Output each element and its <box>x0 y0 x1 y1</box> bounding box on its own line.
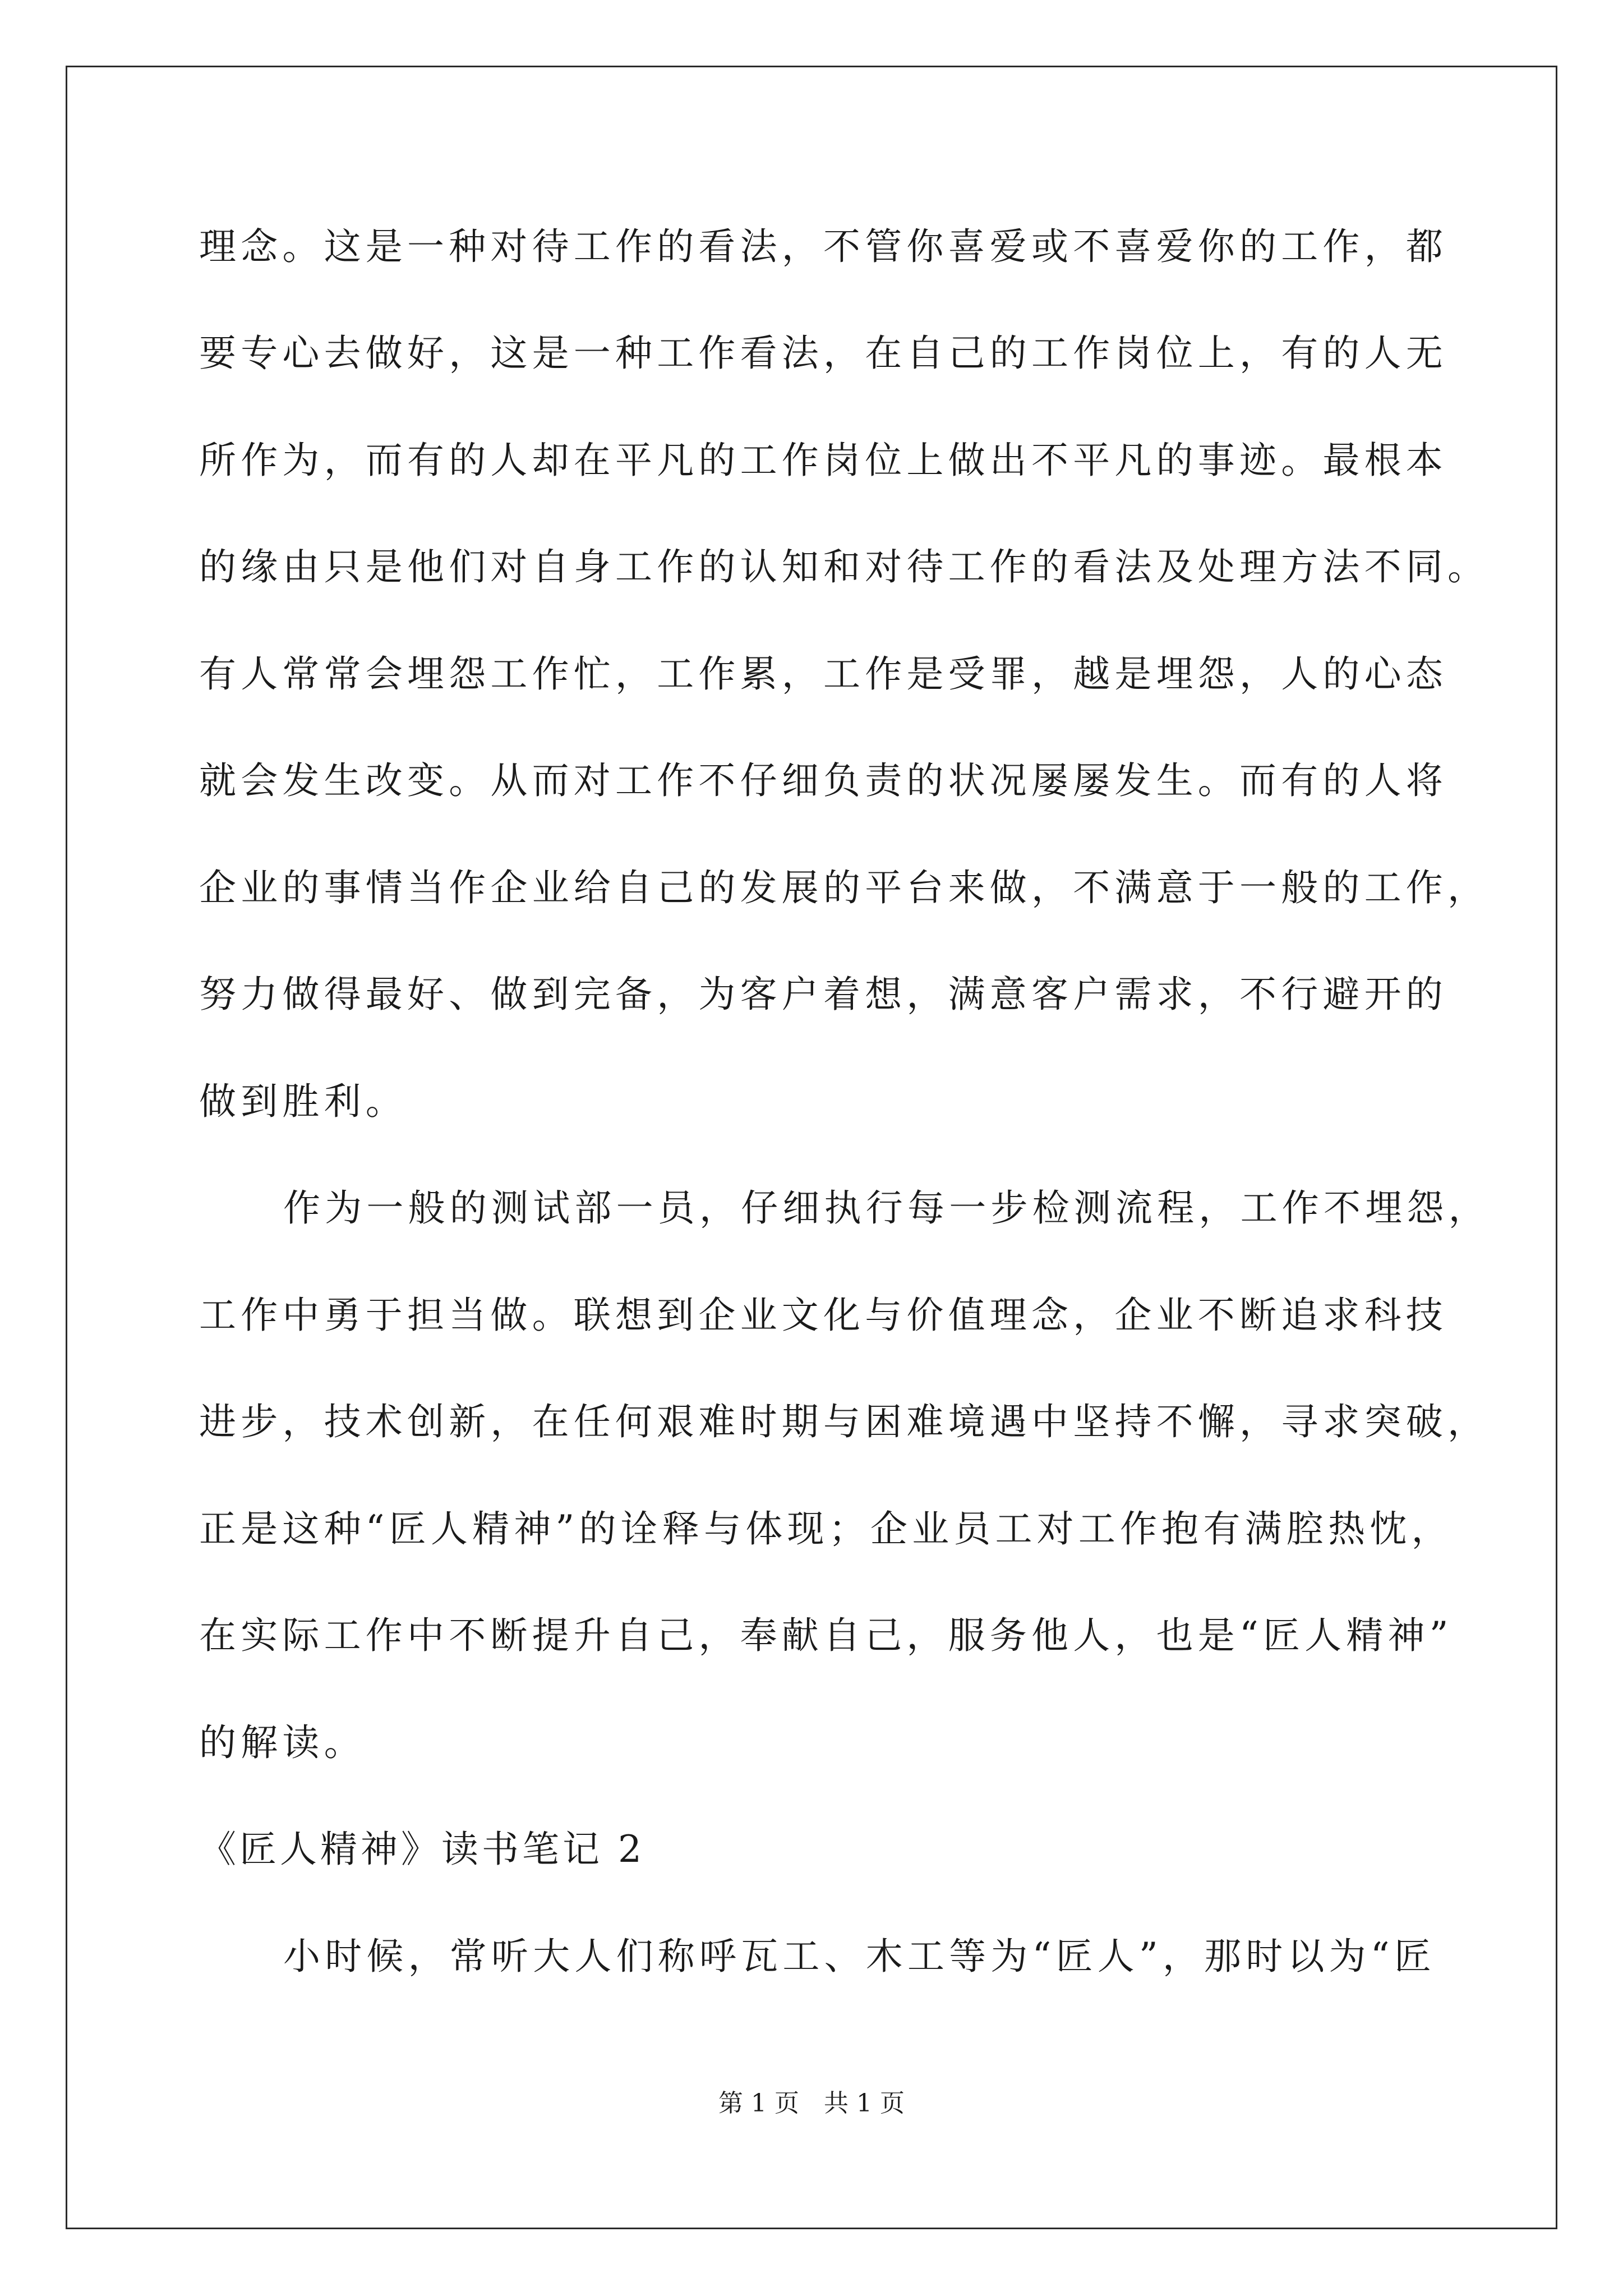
text-line: 的解读。 <box>199 1721 366 1764</box>
page-footer: 第 1 页 共 1 页 <box>718 2089 905 2118</box>
text-line: 企业的事情当作企业给自己的发展的平台来做，不满意于一般的工作， <box>199 866 1490 909</box>
paragraph-first-line: 小时候，常听大人们称呼瓦工、木工等为“匠人”，那时以为“匠 <box>283 1935 1436 1978</box>
text-line: 所作为，而有的人却在平凡的工作岗位上做出不平凡的事迹。最根本 <box>199 439 1447 482</box>
paragraph-first-line: 作为一般的测试部一员，仔细执行每一步检测流程，工作不埋怨， <box>283 1186 1490 1230</box>
text-line: 有人常常会埋怨工作忙，工作累，工作是受罪，越是埋怨，人的心态 <box>199 652 1447 696</box>
text-line: 努力做得最好、做到完备，为客户着想，满意客户需求，不行避开的 <box>199 973 1447 1016</box>
text-line: 进步，技术创新，在任何艰难时期与困难境遇中坚持不懈，寻求突破， <box>199 1400 1490 1443</box>
page-border <box>66 66 1557 2229</box>
text-line: 做到胜利。 <box>199 1080 407 1123</box>
section-heading: 《匠人精神》读书笔记 2 <box>199 1828 645 1871</box>
text-line: 正是这种“匠人精神”的诠释与体现；企业员工对工作抱有满腔热忱， <box>199 1507 1453 1550</box>
text-line: 工作中勇于担当做。联想到企业文化与价值理念，企业不断追求科技 <box>199 1294 1447 1337</box>
text-line: 在实际工作中不断提升自己，奉献自己，服务他人，也是“匠人精神” <box>199 1614 1453 1657</box>
text-line: 理念。这是一种对待工作的看法，不管你喜爱或不喜爱你的工作，都 <box>199 225 1447 268</box>
text-line: 的缘由只是他们对自身工作的认知和对待工作的看法及处理方法不同。 <box>199 545 1490 588</box>
text-line: 要专心去做好，这是一种工作看法，在自己的工作岗位上，有的人无 <box>199 332 1447 375</box>
text-line: 就会发生改变。从而对工作不仔细负责的状况屡屡发生。而有的人将 <box>199 759 1447 802</box>
